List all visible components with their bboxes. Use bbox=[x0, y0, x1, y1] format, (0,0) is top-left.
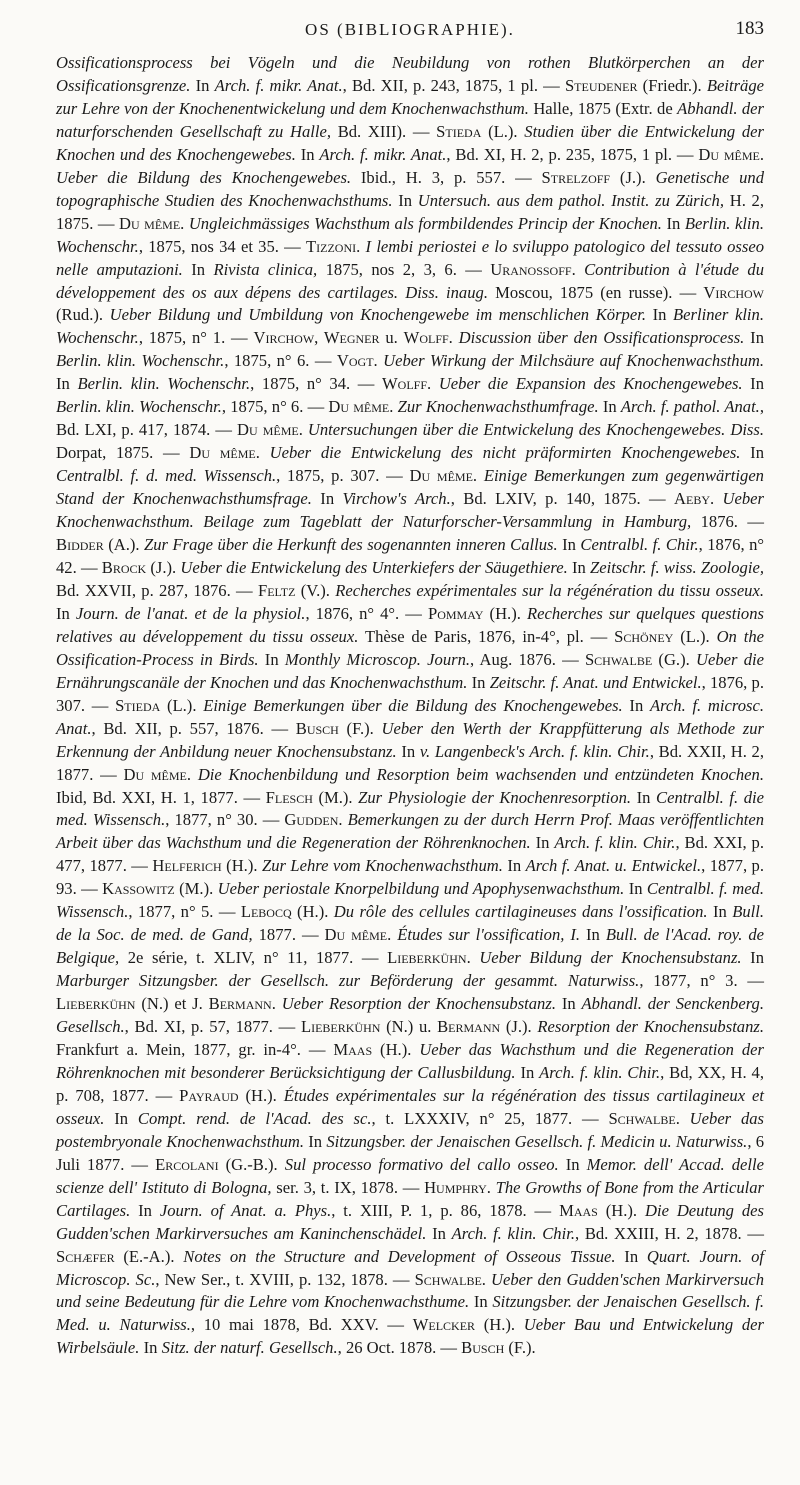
italic-run: Die Knochenbildung und Resorption beim wachsenden und entzündeten Knochen. bbox=[197, 764, 764, 784]
author-name: Du même bbox=[118, 213, 181, 233]
italic-run: Untersuch. aus dem pathol. Instit. zu Zürich, bbox=[417, 190, 724, 210]
italic-run: Études expérimentales sur la régénération des tissus cartilagineux et osseux. bbox=[56, 1085, 764, 1128]
text-run: (H.). bbox=[291, 902, 334, 922]
author-name: Bermann bbox=[437, 1017, 501, 1037]
italic-run: Recherches sur quelques questions relatives au développement du tissu osseux. bbox=[56, 603, 764, 646]
text-run: , 26 Oct. 1878. — bbox=[337, 1338, 462, 1358]
text-run: 2e série, t. XLIV, n° 11, 1877. — bbox=[119, 948, 388, 968]
text-run: , 1877, n° 5. — bbox=[128, 902, 241, 922]
author-name: Lieberkühn bbox=[56, 994, 136, 1014]
text-run: u. bbox=[379, 328, 404, 348]
text-run: Bd. XIII). — bbox=[330, 121, 437, 141]
author-name: Schæfer bbox=[56, 1246, 115, 1266]
author-name: Du même bbox=[324, 925, 388, 945]
italic-run: Études sur l'ossification, I. bbox=[397, 925, 581, 945]
author-name: Busch bbox=[461, 1338, 505, 1358]
text-run: Frankfurt a. Mein, 1877, gr. in-4°. — bbox=[56, 1039, 334, 1059]
italic-run: Compt. rend. de l'Acad. des sc. bbox=[137, 1108, 372, 1128]
page bbox=[56, 18, 764, 1360]
author-name: Virchow, Wegner bbox=[253, 328, 380, 348]
text-run: , Bd. LXIV, p. 140, 1875. — bbox=[450, 489, 675, 509]
italic-run: Contribution à l'étude du développement des os aux dépens des cartilages. Diss. inaug. bbox=[56, 259, 764, 302]
author-name: Du même bbox=[409, 466, 473, 486]
italic-run: Ueber die Bildung des Knochengewebes. bbox=[56, 167, 352, 187]
italic-run: Journ. de l'anat. et de la physiol. bbox=[75, 603, 306, 623]
text-run: . bbox=[448, 328, 459, 348]
text-run: , 6 Juli 1877. — bbox=[56, 1131, 765, 1174]
text-run: . bbox=[356, 236, 366, 256]
italic-run: Centralbl. f. med. Wissensch. bbox=[56, 879, 764, 922]
italic-run: Centralbl. f. d. med. Wissensch. bbox=[56, 466, 277, 486]
author-name: Wolff bbox=[382, 374, 428, 394]
text-run: In bbox=[467, 672, 490, 692]
text-run: . bbox=[271, 994, 282, 1014]
italic-run: Arch. f. microsc. Anat. bbox=[56, 695, 764, 738]
text-run: . bbox=[298, 420, 308, 440]
author-name: Bidder bbox=[56, 535, 104, 555]
italic-run: Einige Bemerkungen über die Bildung des Knochengewebes. bbox=[203, 695, 623, 715]
italic-run: Arch f. Anat. u. Entwickel. bbox=[525, 856, 702, 876]
italic-run: Ueber Resorption der Knochensubstanz. bbox=[281, 994, 556, 1014]
text-run: In bbox=[622, 695, 650, 715]
text-run: In bbox=[392, 190, 418, 210]
text-run: . bbox=[759, 144, 765, 164]
text-run: Ibid, Bd. XXI, H. 1, 1877. — bbox=[56, 787, 266, 807]
text-run: Ibid., H. 3, p. 557. — bbox=[351, 167, 542, 187]
italic-run: Marburger Sitzungsber. der Gesellsch. zur Beförderung der gesammt. Naturwiss. bbox=[56, 971, 640, 991]
italic-run: Ueber Knochenwachsthum. Beilage zum Tageblatt der Naturforscher-Versammlung in Hamburg, bbox=[56, 489, 764, 532]
text-run: In bbox=[130, 1200, 160, 1220]
author-name: Kassowitz bbox=[102, 879, 175, 899]
italic-run: Ueber die Entwickelung des nicht präformirten Knochengewebes. bbox=[269, 443, 741, 463]
italic-run: Arch. f. klin. Chir. bbox=[451, 1223, 575, 1243]
author-name: Welcker bbox=[412, 1315, 476, 1335]
text-run: In bbox=[615, 1246, 647, 1266]
text-run: (L.). bbox=[673, 626, 717, 646]
text-run: In bbox=[661, 213, 685, 233]
italic-run: Ueber Bildung der Knochensubstanz. bbox=[479, 948, 742, 968]
text-run: In bbox=[515, 1062, 540, 1082]
text-run: (H.). bbox=[238, 1085, 284, 1105]
text-run: In bbox=[502, 856, 526, 876]
italic-run: Ueber das postembryonale Knochenwachsthum. bbox=[56, 1108, 765, 1151]
text-run: (V.). bbox=[295, 580, 336, 600]
text-run: In bbox=[258, 649, 285, 669]
author-name: Strelzoff bbox=[541, 167, 611, 187]
italic-run: Memor. dell' Accad. delle scienze dell' Istituto di Bologna, bbox=[56, 1154, 765, 1197]
text-run: , Bd. XII, p. 243, 1875, 1 pl. — bbox=[342, 75, 565, 95]
text-run: (Rud.). bbox=[56, 305, 110, 325]
text-run: , 1875, n° 1. — bbox=[138, 328, 254, 348]
text-run: In bbox=[631, 787, 657, 807]
text-run: In bbox=[426, 1223, 452, 1243]
italic-run: Ueber Bildung und Umbildung von Knochengewebe im menschlichen Körper. bbox=[109, 305, 646, 325]
text-run: Moscou, 1875 (en russe). — bbox=[487, 282, 704, 302]
text-run: In bbox=[555, 994, 582, 1014]
text-run: , 1876, n° 42. — bbox=[56, 535, 764, 577]
author-name: Uranossoff bbox=[490, 259, 572, 279]
author-name: Payraud bbox=[179, 1085, 239, 1105]
text-run: , Bd. XXII, H. 2, 1877. — bbox=[56, 741, 764, 784]
italic-run: Die Deutung des Gudden'schen Markirversuches am Kaninchenschädel. bbox=[56, 1200, 764, 1243]
italic-run: Bull. de l'Acad. roy. de Belgique, bbox=[56, 925, 764, 968]
author-name: Schöney bbox=[614, 626, 674, 646]
author-name: Lieberkühn bbox=[387, 948, 467, 968]
italic-run: Ueber die Expansion des Knochengewebes. bbox=[438, 374, 743, 394]
italic-run: Ueber Bau und Entwickelung der Wirbelsäule. bbox=[56, 1315, 764, 1358]
text-run: , 1875, n° 34. — bbox=[250, 374, 383, 394]
text-run: In bbox=[311, 489, 343, 509]
italic-run: Berlin. klin. Wochenschr. bbox=[56, 397, 222, 417]
text-run: . bbox=[472, 466, 484, 486]
italic-run: Journ. of Anat. a. Phys. bbox=[159, 1200, 332, 1220]
text-run: . bbox=[389, 397, 398, 417]
italic-run: Arch. f. klin. Chir. bbox=[554, 833, 676, 853]
text-run: , Bd. XI, H. 2, p. 235, 1875, 1 pl. — bbox=[446, 144, 699, 164]
text-run: , Bd. LXI, p. 417, 1874. — bbox=[56, 397, 764, 440]
author-name: Tizzoni bbox=[306, 236, 357, 256]
text-run: . bbox=[675, 1108, 690, 1128]
text-run: (E.-A.). bbox=[114, 1246, 184, 1266]
text-run: In bbox=[744, 328, 764, 348]
text-run: In bbox=[558, 1154, 587, 1174]
italic-run: Beiträge zur Lehre von der Knochenentwickelung und dem Knochenwachsthum. bbox=[56, 75, 764, 118]
italic-run: Berlin. klin. Wochenschr. bbox=[56, 351, 225, 371]
italic-run: Discussion über den Ossificationsprocess. bbox=[458, 328, 745, 348]
author-name: Lieberkühn bbox=[300, 1017, 381, 1037]
italic-run: v. Langenbeck's Arch. f. klin. Chir. bbox=[419, 741, 650, 761]
text-run: . bbox=[338, 810, 348, 830]
italic-run: Ueber das Wachsthum und die Regeneration der Röhrenknochen mit besonderer Berücksichtigung der Callusbildung. bbox=[56, 1039, 764, 1082]
text-run: In bbox=[624, 879, 647, 899]
italic-run: Studien über die Entwickelung der Knochen und des Knochengewebes. bbox=[56, 121, 765, 164]
italic-run: Berlin. klin. Wochenschr. bbox=[56, 213, 764, 256]
running-head bbox=[56, 18, 764, 52]
text-run: , Bd. XXIII, H. 2, 1878. — bbox=[574, 1223, 764, 1243]
italic-run: Sul processo formativo del callo osseo. bbox=[284, 1154, 559, 1174]
text-run: (M.). bbox=[312, 787, 359, 807]
author-name: Stieda bbox=[436, 121, 482, 141]
italic-run: Ueber den Gudden'schen Markirversuch und seine Bedeutung für die Lehre vom Knochenwachsthume. bbox=[56, 1269, 765, 1312]
author-name: Schwalbe bbox=[608, 1108, 676, 1128]
bibliography-text bbox=[56, 52, 764, 1360]
italic-run: Arch. f. klin. Chir. bbox=[539, 1062, 661, 1082]
text-run: Halle, 1875 (Extr. de bbox=[528, 98, 678, 118]
text-run: (J.). bbox=[610, 167, 656, 187]
italic-run: Ueber Wirkung der Milchsäure auf Knochenwachsthum. bbox=[383, 351, 765, 371]
italic-run: Resorption der Knochensubstanz. bbox=[537, 1017, 765, 1037]
author-name: Wolff bbox=[403, 328, 449, 348]
italic-run: Einige Bemerkungen zum gegenwärtigen Stand der Knochenwachsthumsfrage. bbox=[56, 466, 764, 509]
text-run: . bbox=[481, 1269, 491, 1289]
text-run: (J.). bbox=[146, 557, 181, 577]
text-run: , 1876, n° 4°. — bbox=[305, 603, 428, 623]
italic-run: Zur Knochenwachsthumfrage. bbox=[397, 397, 599, 417]
italic-run: Ueber den Werth der Krappfütterung als Methode zur Erkennung der Anbildung neuer Knochensubstanz. bbox=[56, 718, 764, 761]
italic-run: Ungleichmässiges Wachsthum als formbildendes Princip der Knochen. bbox=[188, 213, 662, 233]
italic-run: I lembi periostei e lo sviluppo patologico del tessuto osseo nelle amputazioni. bbox=[56, 236, 764, 279]
text-run: In bbox=[396, 741, 420, 761]
author-name: Pommay bbox=[427, 603, 484, 623]
italic-run: Virchow's Arch. bbox=[342, 489, 451, 509]
text-run: H. 2, 1875. — bbox=[56, 190, 764, 233]
text-run: In bbox=[56, 603, 76, 623]
text-run: , Bd, XX, H. 4, p. 708, 1877. — bbox=[56, 1062, 764, 1105]
page-number: 183 bbox=[735, 18, 764, 39]
italic-run: Centralbl. f. Chir. bbox=[580, 535, 699, 555]
italic-run: Rivista clinica, bbox=[213, 259, 318, 279]
text-run: In bbox=[580, 925, 606, 945]
text-run: 1875, nos 2, 3, 6. — bbox=[317, 259, 491, 279]
italic-run: Zeitschr. f. Anat. und Entwickel. bbox=[489, 672, 702, 692]
text-run: 1877. — bbox=[252, 925, 325, 945]
author-name: Ercolani bbox=[155, 1154, 219, 1174]
italic-run: Monthly Microscop. Journ. bbox=[284, 649, 471, 669]
text-run: , 1876, p. 307. — bbox=[56, 672, 764, 715]
italic-run: Bull. de la Soc. de med. de Gand, bbox=[56, 902, 764, 945]
italic-run: Untersuchungen über die Entwickelung des Knochengewebes. Diss. bbox=[307, 420, 764, 440]
italic-run: Bemerkungen zu der durch Herrn Prof. Maas veröffentlichten Arbeit über das Wachsthum und die Regeneration der Röhrenknochen. bbox=[56, 810, 765, 853]
text-run: . bbox=[387, 925, 398, 945]
text-run: , t. XIII, P. 1, p. 86, 1878. — bbox=[331, 1200, 560, 1220]
text-run: , Bd. XII, p. 557, 1876. — bbox=[91, 718, 296, 738]
text-run: 1876. — bbox=[691, 512, 764, 532]
text-run: (Friedr.). bbox=[637, 75, 707, 95]
italic-run: Ueber die Entwickelung des Unterkiefers der Säugethiere. bbox=[180, 557, 568, 577]
text-run: , 1875, nos 34 et 35. — bbox=[138, 236, 307, 256]
text-run: , Bd. XXI, p. 477, 1877. — bbox=[56, 833, 764, 876]
italic-run: Zur Lehre vom Knochenwachsthum. bbox=[261, 856, 503, 876]
text-run: In bbox=[182, 259, 214, 279]
author-name: Maas bbox=[559, 1200, 598, 1220]
italic-run: Zur Frage über die Herkunft des sogenannten inneren Callus. bbox=[144, 535, 558, 555]
text-run: In bbox=[707, 902, 733, 922]
text-run: , Aug. 1876. — bbox=[470, 649, 585, 669]
text-run: , New Ser., t. XVIII, p. 132, 1878. — bbox=[155, 1269, 415, 1289]
text-run: In bbox=[469, 1292, 493, 1312]
italic-run: Berlin. klin. Wochenschr. bbox=[77, 374, 251, 394]
text-run: . bbox=[255, 443, 270, 463]
italic-run: Ossificationsprocess bei Vögeln und die Neubildung von rothen Blutkörperchen an der Ossificationsgrenze. bbox=[56, 53, 764, 95]
italic-run: Arch. f. pathol. Anat. bbox=[620, 397, 760, 417]
text-run: , 1877, p. 93. — bbox=[56, 856, 764, 899]
author-name: Stieda bbox=[115, 695, 161, 715]
text-run: . bbox=[710, 489, 723, 509]
text-run: Bd. XXVII, p. 287, 1876. — bbox=[56, 580, 258, 600]
text-run: (G.). bbox=[652, 649, 697, 669]
text-run: (L.). bbox=[481, 121, 525, 141]
italic-run: Du rôle des cellules cartilagineuses dans l'ossification. bbox=[333, 902, 708, 922]
text-run: (H.). bbox=[475, 1315, 524, 1335]
author-name: Humphry bbox=[424, 1177, 487, 1197]
text-run: , t. LXXXIV, n° 25, 1877. — bbox=[371, 1108, 609, 1128]
italic-run: Arch. f. mikr. Anat. bbox=[214, 75, 343, 95]
text-run: (N.) u. bbox=[380, 1017, 438, 1037]
italic-run: Zeitschr. f. wiss. Zoologie, bbox=[589, 557, 764, 577]
italic-run: Abhandl. der Senckenberg. Gesellsch. bbox=[56, 994, 764, 1037]
author-name: Schwalbe bbox=[584, 649, 653, 669]
text-run: (L.). bbox=[160, 695, 204, 715]
text-run: , 10 mai 1878, Bd. XXV. — bbox=[190, 1315, 413, 1335]
running-title: OS (BIBLIOGRAPHIE). bbox=[305, 20, 515, 39]
text-run: In bbox=[190, 75, 215, 95]
text-run: In bbox=[567, 557, 590, 577]
text-run: . bbox=[186, 764, 198, 784]
text-run: (A.). bbox=[103, 535, 145, 555]
text-run: (H.). bbox=[372, 1039, 420, 1059]
author-name: Du même bbox=[123, 764, 187, 784]
author-name: Aeby bbox=[674, 489, 711, 509]
author-name: Virchow bbox=[703, 282, 764, 302]
author-name: Steudener bbox=[564, 75, 638, 95]
text-run: , Bd. XI, p. 57, 1877. — bbox=[124, 1017, 301, 1037]
italic-run: Sitz. der naturf. Gesellsch. bbox=[161, 1338, 338, 1358]
italic-run: Genetische und topographische Studien des Knochenwachsthums. bbox=[56, 167, 764, 210]
author-name: Gudden bbox=[284, 810, 339, 830]
italic-run: Centralbl. f. die med. Wissensch. bbox=[56, 787, 764, 830]
italic-run: On the Ossification-Process in Birds. bbox=[56, 626, 764, 669]
author-name: Du même bbox=[189, 443, 256, 463]
text-run: , 1877, n° 30. — bbox=[165, 810, 285, 830]
text-run: . bbox=[373, 351, 384, 371]
italic-run: Zur Physiologie der Knochenresorption. bbox=[358, 787, 632, 807]
italic-run: Abhandl. der naturforschenden Gesellschaft zu Halle, bbox=[56, 98, 764, 141]
author-name: Brock bbox=[101, 557, 147, 577]
text-run: In bbox=[557, 535, 581, 555]
text-run: In bbox=[139, 1338, 162, 1358]
author-name: Lebocq bbox=[240, 902, 292, 922]
author-name: Helferich bbox=[152, 856, 222, 876]
italic-run: Sitzungsber. der Jenaischen Gesellsch. f. Medicin u. Naturwiss. bbox=[326, 1131, 748, 1151]
text-run: Dorpat, 1875. — bbox=[56, 443, 190, 463]
author-name: Du même bbox=[328, 397, 390, 417]
text-run: , 1875, n° 6. — bbox=[224, 351, 337, 371]
italic-run: Berliner klin. Wochenschr. bbox=[56, 305, 764, 348]
author-name: Vogt bbox=[336, 351, 374, 371]
author-name: Du même bbox=[698, 144, 760, 164]
text-run: (N.) et J. bbox=[135, 994, 209, 1014]
text-run: In bbox=[295, 144, 320, 164]
text-run: In bbox=[56, 374, 78, 394]
italic-run: Ueber periostale Knorpelbildung und Apophysenwachsthum. bbox=[217, 879, 625, 899]
text-run: In bbox=[304, 1131, 327, 1151]
text-run: ser. 3, t. IX, 1878. — bbox=[271, 1177, 425, 1197]
italic-run: Notes on the Structure and Development of Osseous Tissue. bbox=[183, 1246, 616, 1266]
text-run: (G.-B.). bbox=[218, 1154, 285, 1174]
text-run: In bbox=[740, 443, 765, 463]
text-run: . bbox=[466, 948, 480, 968]
author-name: Du même bbox=[237, 420, 299, 440]
author-name: Busch bbox=[295, 718, 339, 738]
italic-run: Recherches expérimentales sur la régénération du tissu osseux. bbox=[335, 580, 764, 600]
text-run: (H.). bbox=[597, 1200, 645, 1220]
author-name: Maas bbox=[333, 1039, 373, 1059]
text-run: . bbox=[180, 213, 189, 233]
author-name: Flesch bbox=[265, 787, 313, 807]
author-name: Schwalbe bbox=[414, 1269, 482, 1289]
text-run: , 1877, n° 3. — bbox=[639, 971, 764, 991]
text-run: In bbox=[104, 1108, 138, 1128]
italic-run: Quart. Journ. of Microscop. Sc. bbox=[56, 1246, 765, 1289]
text-run: In bbox=[645, 305, 674, 325]
text-run: (H.). bbox=[483, 603, 527, 623]
text-run: . bbox=[427, 374, 439, 394]
text-run: . bbox=[571, 259, 585, 279]
text-run: Thèse de Paris, 1876, in-4°, pl. — bbox=[358, 626, 615, 646]
text-run: In bbox=[598, 397, 621, 417]
italic-run: Sitzungsber. der Jenaischen Gesellsch. f. Med. u. Naturwiss. bbox=[56, 1292, 764, 1335]
text-run: . bbox=[486, 1177, 496, 1197]
italic-run: The Growths of Bone from the Articular Cartilages. bbox=[56, 1177, 764, 1220]
text-run: (M.). bbox=[174, 879, 218, 899]
text-run: (F.). bbox=[504, 1338, 536, 1358]
italic-run: Arch. f. mikr. Anat. bbox=[319, 144, 447, 164]
text-run: In bbox=[741, 948, 765, 968]
text-run: In bbox=[742, 374, 765, 394]
text-run: (F.). bbox=[338, 718, 382, 738]
italic-run: Ueber die Ernährungscanäle der Knochen und das Knochenwachsthum. bbox=[56, 649, 765, 692]
text-run: In bbox=[530, 833, 555, 853]
text-run: , 1875, p. 307. — bbox=[276, 466, 410, 486]
text-run: (J.). bbox=[500, 1017, 538, 1037]
author-name: Bermann bbox=[208, 994, 272, 1014]
author-name: Feltz bbox=[257, 580, 296, 600]
text-run: (H.). bbox=[221, 856, 262, 876]
text-run: , 1875, n° 6. — bbox=[221, 397, 329, 417]
